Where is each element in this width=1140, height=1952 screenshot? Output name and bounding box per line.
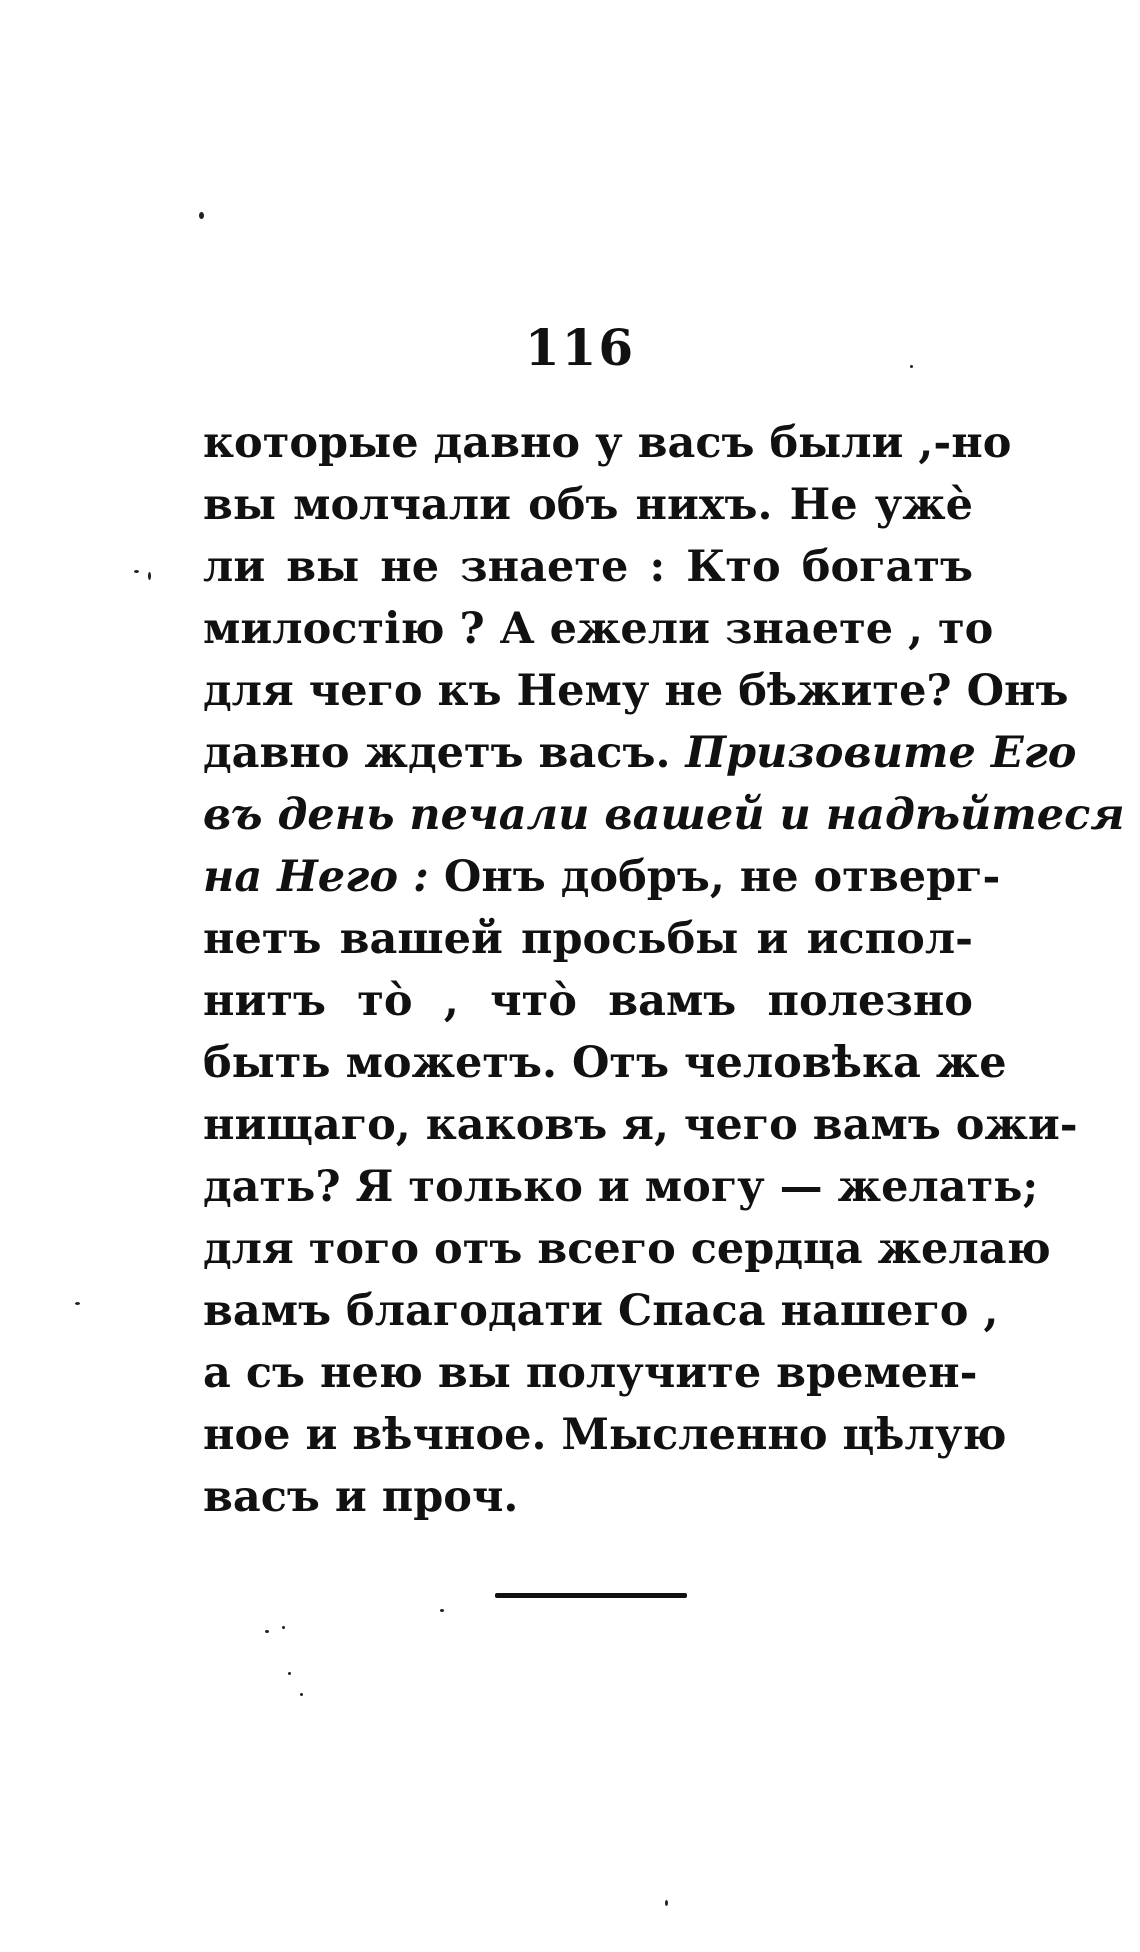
scan-speck xyxy=(288,1672,291,1675)
text-line: вы молчали объ нихъ. Не ужè xyxy=(203,480,973,530)
scan-speck xyxy=(440,1609,444,1612)
scan-speck xyxy=(75,1302,80,1305)
text-line-roman: давно ждетъ васъ. xyxy=(203,728,686,778)
text-line: для чего къ Нему не бѣжите? Онъ xyxy=(203,666,1069,716)
text-line: милостію ? А ежели знаете , то xyxy=(203,604,994,654)
text-line: быть можетъ. Отъ человѣка же xyxy=(203,1038,1007,1088)
text-line-italic: на Него : xyxy=(203,852,429,902)
scan-speck xyxy=(148,572,151,580)
text-line: васъ и проч. xyxy=(203,1472,519,1522)
body-text xyxy=(203,412,1125,1528)
text-line: для того отъ всего сердца желаю xyxy=(203,1224,1051,1274)
text-line: вамъ благодати Спаса нашего , xyxy=(203,1286,999,1336)
text-line: а съ нею вы получите времен- xyxy=(203,1348,978,1398)
scan-speck xyxy=(265,1630,269,1633)
text-line: въ день печали вашей и надѣйтеся xyxy=(203,790,1125,840)
page-number: 116 xyxy=(524,318,636,377)
text-line: дать? Я только и могу — желать; xyxy=(203,1162,1039,1212)
scan-speck xyxy=(665,1900,668,1906)
scan-speck xyxy=(300,1693,303,1696)
text-line: которые давно у васъ были ,-но xyxy=(203,418,1012,468)
text-line: нетъ вашей просьбы и испол- xyxy=(203,914,973,964)
text-line-italic: Призовите Его xyxy=(685,728,1077,778)
text-line: нитъ тò , чтò вамъ полезно xyxy=(203,976,973,1026)
scan-speck xyxy=(134,570,139,573)
text-line: нищаго, каковъ я, чего вамъ ожи- xyxy=(203,1100,1078,1150)
text-line xyxy=(203,846,1001,908)
scan-speck xyxy=(910,365,913,368)
end-rule xyxy=(495,1593,687,1598)
text-line: ли вы не знаете : Кто богатъ xyxy=(203,542,973,592)
text-line xyxy=(203,722,1077,784)
scan-speck xyxy=(282,1626,285,1629)
text-line: ное и вѣчное. Мысленно цѣлую xyxy=(203,1410,1007,1460)
scan-speck xyxy=(199,212,204,219)
text-line-roman: Онъ добръ, не отверг- xyxy=(428,852,1001,902)
